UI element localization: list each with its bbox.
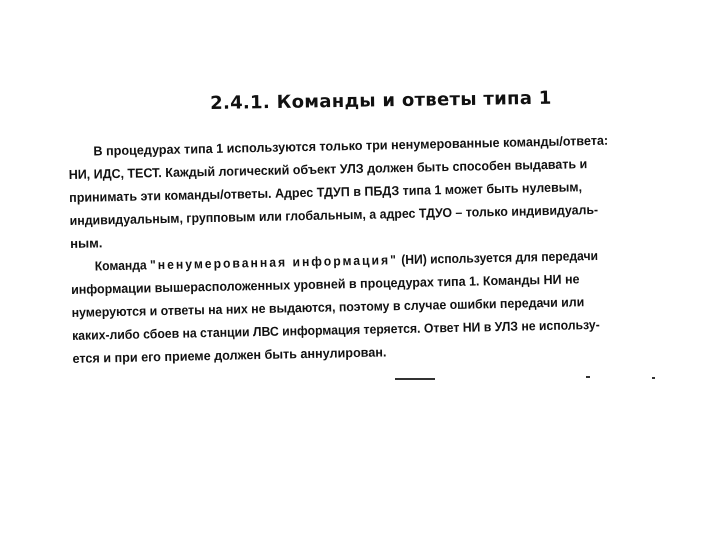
scan-artifact-dot xyxy=(586,376,590,378)
paragraph-2-line-2: информации вышерасположенных уровней в процедурах типа 1. Команды НИ не xyxy=(70,271,580,297)
paragraph-1-line-4: индивидуальным, групповым или глобальным, а адрес ТДУО – только индивидуаль- xyxy=(69,201,599,228)
paragraph-1-line-1: В процедурах типа 1 используются только три ненумерованные команды/ответа: xyxy=(93,132,609,159)
section-heading: 2.4.1. Команды и ответы типа 1 xyxy=(210,87,552,114)
scan-artifact-dot xyxy=(652,377,655,379)
command-description: (НИ) используется для передачи xyxy=(401,247,599,268)
body-text xyxy=(68,127,685,370)
paragraph-2-line-5: ется и при его приеме должен быть аннулирован. xyxy=(72,344,387,366)
paragraph-1-line-3: принимать эти команды/ответы. Адрес ТДУП в ПБДЗ типа 1 может быть нулевым, xyxy=(69,179,583,205)
paragraph-1-line-2: НИ, ИДС, ТЕСТ. Каждый логический объект УЛЗ должен быть способен выдавать и xyxy=(68,156,588,182)
paragraph-1-line-5: ным. xyxy=(70,235,103,251)
paragraph-2-line-4: каких-либо сбоев на станции ЛВС информация теряется. Ответ НИ в УЛЗ не использу- xyxy=(71,316,600,343)
scan-artifact-mark xyxy=(395,378,435,380)
paragraph-2-line-3: нумеруются и ответы на них не выдаются, поэтому в случае ошибки передачи или xyxy=(71,294,585,320)
command-term: "ненумерованная информация" xyxy=(149,252,399,273)
command-label: Команда xyxy=(94,257,147,274)
